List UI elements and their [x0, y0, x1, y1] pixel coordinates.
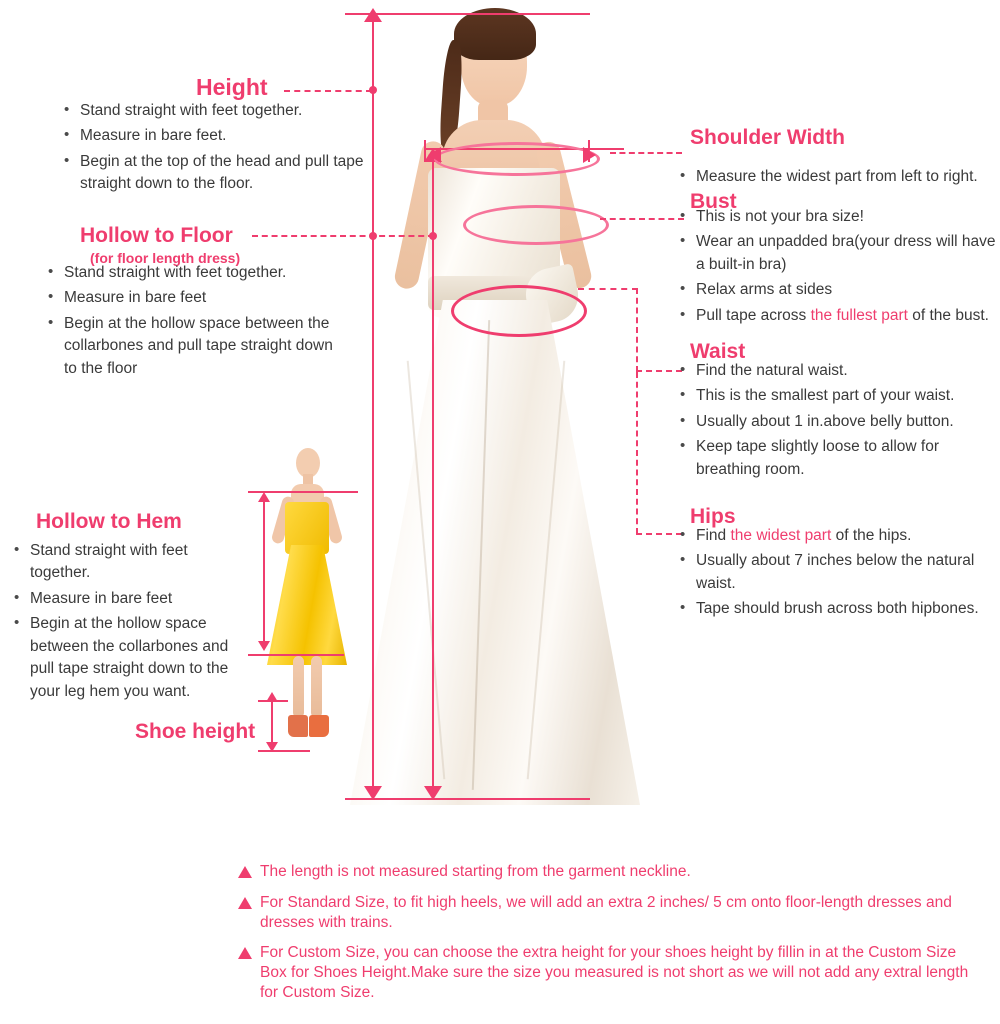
shoe-height-section: [135, 720, 255, 744]
shoulder-leader-line: [610, 152, 682, 154]
hollow-to-hem-bottom-arrow: [258, 641, 270, 651]
floor-line: [345, 798, 590, 800]
bust-tape-ellipse: [463, 205, 609, 245]
bust-highlight: the fullest part: [810, 306, 908, 324]
height-top-arrow: [364, 8, 382, 22]
bride-figure-image: [330, 0, 660, 815]
hollow-to-hem-heading: Hollow to Hem: [36, 510, 182, 533]
short-dress-right-leg: [311, 656, 322, 718]
shoulder-left-arrow: [428, 147, 441, 163]
list-item: • Tape should brush across both hipbones.: [678, 598, 998, 620]
waist-bullets: [678, 360, 998, 484]
list-item: • Measure in bare feet: [12, 588, 244, 610]
list-item: • Begin at the hollow space between the collarbones and pull tape straight down to the your leg hem you want.: [12, 613, 244, 703]
list-item: • Relax arms at sides: [678, 279, 998, 301]
hollow-to-floor-line: [432, 160, 434, 800]
note-item: [238, 893, 978, 933]
short-dress-right-shoe: [309, 715, 329, 737]
hollow-to-hem-top-arrow: [258, 492, 270, 502]
note-text: The length is not measured starting from the garment neckline.: [260, 863, 691, 880]
hollow-to-floor-section: [80, 224, 240, 266]
warning-triangle-icon: [238, 947, 252, 959]
hem-line: [248, 654, 344, 656]
list-item: • Stand straight with feet together.: [62, 100, 372, 122]
note-item: [238, 862, 978, 882]
waist-leader-line-bottom: [636, 370, 682, 372]
hollow-to-floor-bullets: [46, 262, 346, 383]
shoe-height-top-cap: [258, 700, 288, 702]
footer-notes: [238, 862, 978, 1014]
shoe-height-bottom-cap: [258, 750, 310, 752]
hips-highlight: the widest part: [730, 527, 832, 544]
note-text: For Standard Size, to fit high heels, we will add an extra 2 inches/ 5 cm onto floor-length dresses and dresses with trains.: [260, 893, 952, 931]
waist-leader-line-top: [578, 288, 638, 290]
bust-heading: Bust: [690, 190, 737, 213]
list-item: • Begin at the hollow space between the collarbones and pull tape straight down to the floor: [46, 313, 346, 380]
shoe-height-heading: Shoe height: [135, 720, 256, 743]
shoe-height-line: [271, 700, 273, 748]
hips-bullets: [678, 525, 998, 624]
shoulder-width-heading: Shoulder Width: [690, 126, 845, 149]
list-item: • Stand straight with feet together.: [12, 540, 244, 585]
bust-leader-line: [600, 218, 684, 220]
shoulder-right-arrow: [583, 147, 596, 163]
hollow-to-hem-bullets: [12, 540, 244, 706]
waist-heading: Waist: [690, 340, 746, 363]
list-item: • Wear an unpadded bra(your dress will have a built-in bra): [678, 231, 998, 276]
list-item: • Measure the widest part from left to right.: [678, 166, 994, 188]
short-dress-left-leg: [293, 656, 304, 718]
hollow-to-hem-section: [36, 510, 182, 534]
list-item-bust-fullest: • Pull tape across the fullest part of the bust.: [678, 305, 998, 327]
height-heading: Height: [196, 74, 268, 100]
hollow-to-floor-bottom-arrow: [424, 786, 442, 800]
hips-leader-line-vertical: [636, 372, 638, 534]
list-item: • Stand straight with feet together.: [46, 262, 346, 284]
bust-bullets: [678, 206, 998, 330]
height-section: [196, 74, 268, 101]
list-item: • This is the smallest part of your waist.: [678, 385, 998, 407]
bride-skirt: [350, 300, 640, 805]
height-measure-line: [372, 20, 374, 800]
shoulder-width-section: [690, 126, 845, 150]
short-dress-left-shoe: [288, 715, 308, 737]
short-dress-skirt: [267, 545, 347, 665]
list-item-hips-widest: • Find the widest part of the hips.: [678, 525, 998, 547]
waist-tape-ellipse: [451, 285, 587, 337]
list-item: • Measure in bare feet: [46, 287, 346, 309]
shoulder-left-tick: [424, 140, 426, 162]
note-text: For Custom Size, you can choose the extra height for your shoes height by fillin in at the Custom Size Box for Shoes Height.Make sure the size you measured is not short as we will not add any extral length for Custom Size.: [260, 944, 969, 1002]
warning-triangle-icon: [238, 897, 252, 909]
height-bullets: [62, 100, 372, 199]
hollow-to-floor-subheading: (for floor length dress): [90, 250, 241, 266]
hollow-to-floor-leader-line: [252, 235, 434, 237]
list-item: • Keep tape slightly loose to allow for breathing room.: [678, 436, 998, 481]
height-leader-line: [284, 90, 372, 92]
hips-leader-line: [636, 533, 682, 535]
list-item: • Measure in bare feet.: [62, 125, 372, 147]
list-item: • This is not your bra size!: [678, 206, 998, 228]
note-item: [238, 943, 978, 1002]
hollow-to-hem-line: [263, 500, 265, 648]
list-item: • Find the natural waist.: [678, 360, 998, 382]
shoulder-width-bullets: [678, 166, 994, 191]
list-item: • Begin at the top of the head and pull tape straight down to the floor.: [62, 151, 372, 196]
shoulder-tape-ellipse: [434, 142, 600, 176]
hips-heading: Hips: [690, 505, 736, 528]
list-item: • Usually about 1 in.above belly button.: [678, 411, 998, 433]
warning-triangle-icon: [238, 866, 252, 878]
list-item: • Usually about 7 inches below the natural waist.: [678, 550, 998, 595]
hollow-to-floor-heading: Hollow to Floor: [80, 224, 233, 247]
waist-leader-line-vertical: [636, 288, 638, 372]
bride-hair-front: [454, 8, 536, 60]
